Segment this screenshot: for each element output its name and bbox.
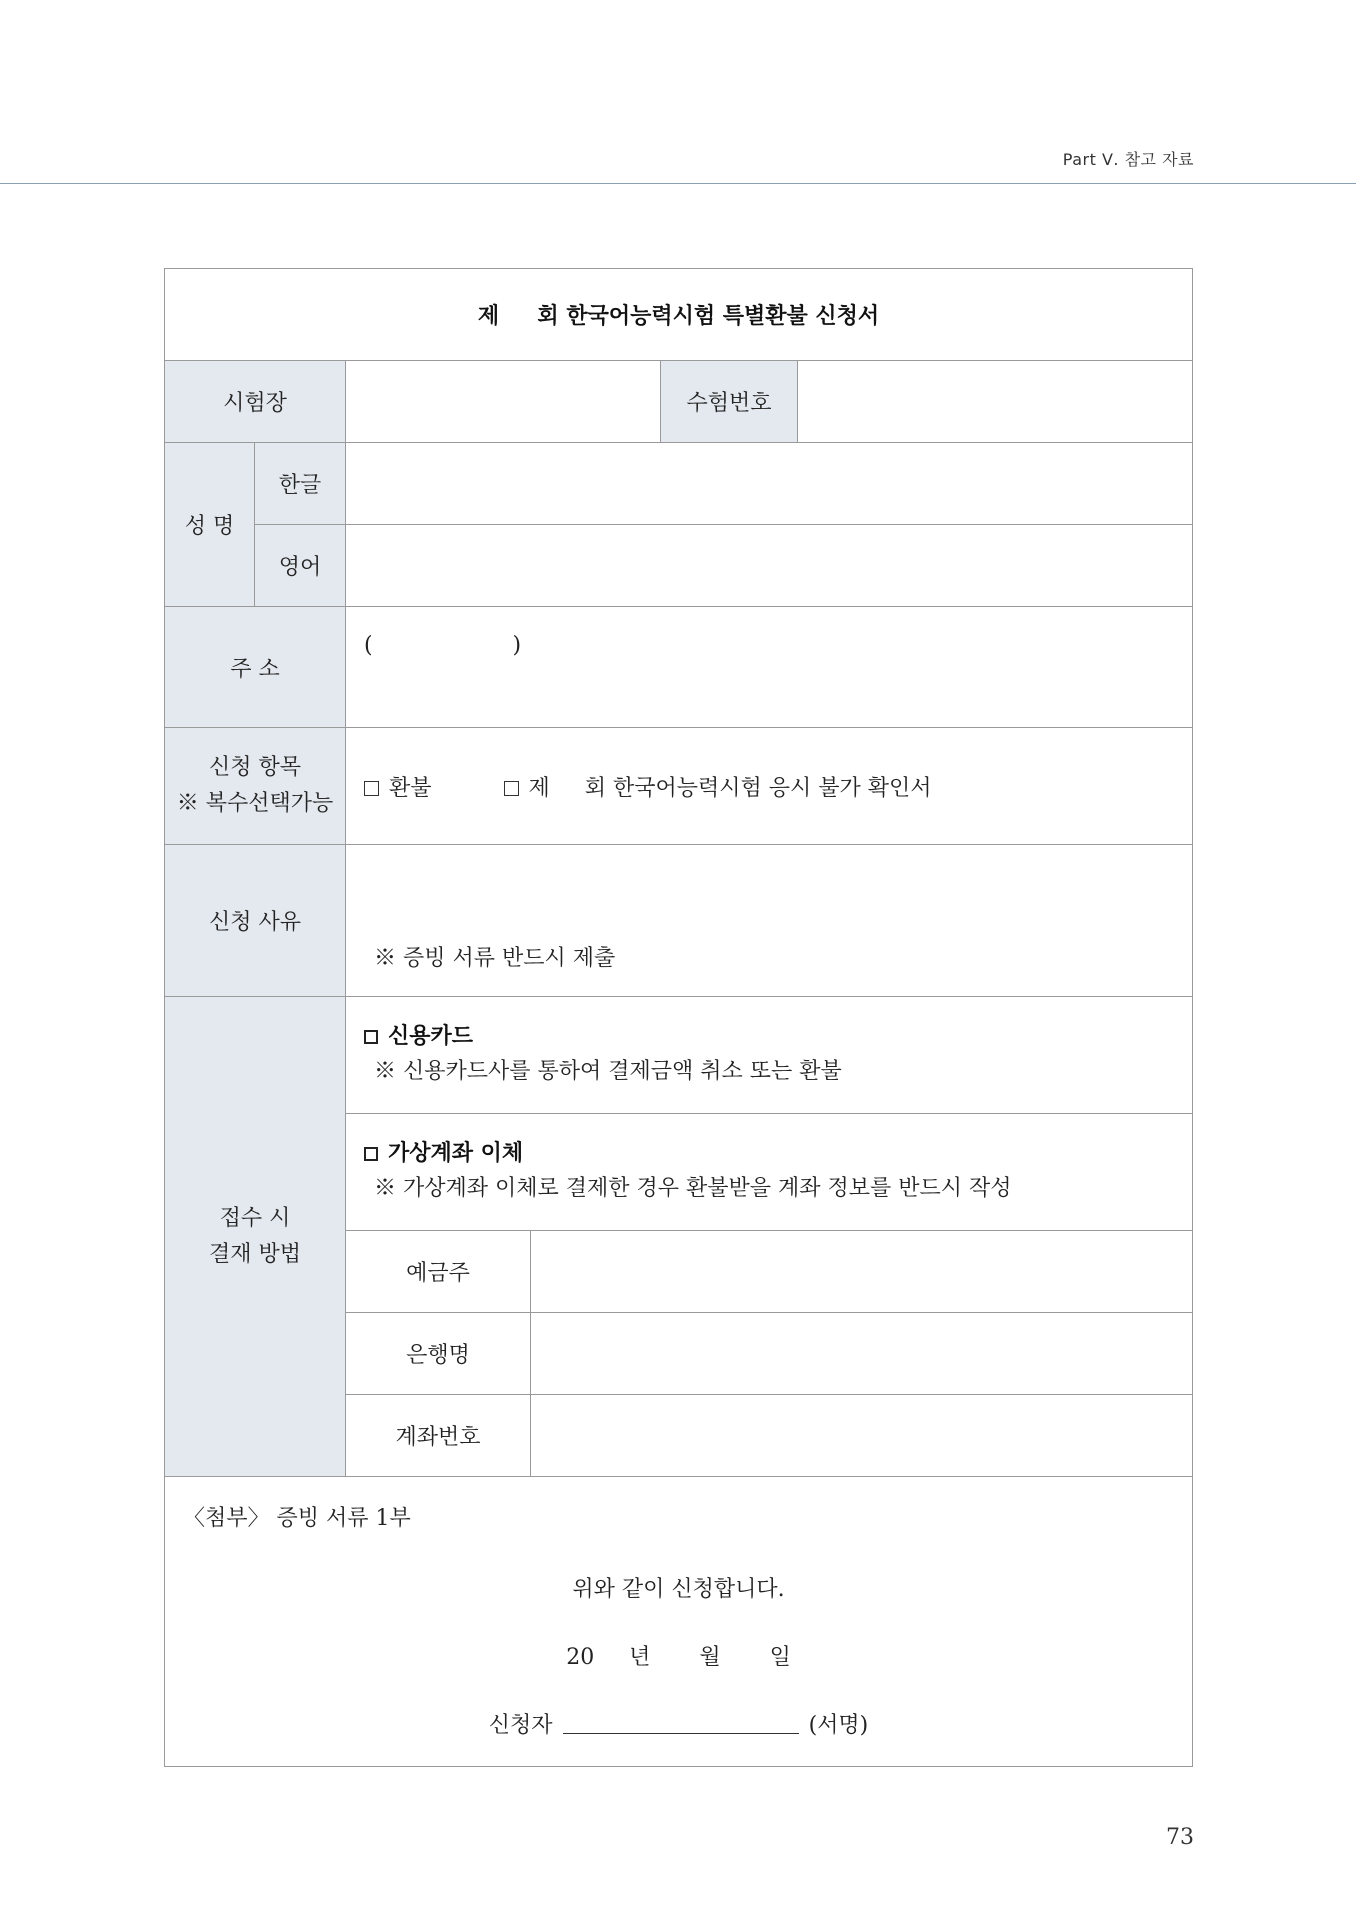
virtual-account-note: ※ 가상계좌 이체로 결제한 경우 환불받을 계좌 정보를 반드시 작성	[374, 1176, 1012, 1201]
request-items-label-line2: ※ 복수선택가능	[176, 791, 334, 816]
confirmation-statement: 위와 같이 신청합니다.	[572, 1577, 785, 1602]
request-items-label-line1: 신청 항목	[208, 755, 301, 780]
applicant-label: 신청자	[488, 1713, 553, 1738]
account-holder-label: 예금주	[346, 1231, 531, 1313]
page-number: 73	[1166, 1825, 1194, 1850]
account-holder-field[interactable]	[531, 1231, 1193, 1313]
credit-card-note: ※ 신용카드사를 통하여 결제금액 취소 또는 환불	[374, 1059, 842, 1084]
request-items-label	[165, 728, 346, 845]
payment-method-label	[165, 997, 346, 1477]
payment-method-label-line2: 결재 방법	[208, 1241, 301, 1267]
request-items-options	[346, 728, 1193, 845]
refund-option[interactable]	[364, 771, 432, 802]
signature-blank[interactable]	[563, 1713, 799, 1734]
form-footer	[165, 1477, 1193, 1767]
payment-method-label-line1: 접수 시	[219, 1205, 291, 1231]
confirmation-option-label: 제 회 한국어능력시험 응시 불가 확인서	[528, 775, 932, 801]
refund-option-label: 환불	[389, 775, 432, 801]
checkbox-icon[interactable]	[504, 781, 519, 796]
korean-name-field[interactable]	[346, 443, 1193, 525]
reason-evidence-note: ※ 증빙 서류 반드시 제출	[374, 946, 616, 971]
confirmation-option[interactable]	[504, 771, 932, 802]
application-date[interactable]: 20 년 월 일	[566, 1645, 791, 1670]
signature-label: (서명)	[808, 1713, 869, 1738]
checkbox-icon[interactable]	[364, 781, 379, 796]
bank-name-label: 은행명	[346, 1313, 531, 1395]
form-title: 제 회 한국어능력시험 특별환불 신청서	[165, 269, 1193, 361]
korean-name-label: 한글	[255, 443, 346, 525]
credit-card-title: 신용카드	[388, 1024, 474, 1049]
header-divider	[0, 183, 1356, 184]
credit-card-option[interactable]	[346, 997, 1193, 1114]
account-number-field[interactable]	[531, 1395, 1193, 1477]
bank-name-field[interactable]	[531, 1313, 1193, 1395]
refund-application-form	[164, 268, 1193, 1767]
exam-venue-field[interactable]	[346, 361, 661, 443]
virtual-account-title: 가상계좌 이체	[388, 1141, 524, 1166]
exam-venue-label: 시험장	[165, 361, 346, 443]
account-number-label: 계좌번호	[346, 1395, 531, 1477]
address-field[interactable]: ( )	[346, 607, 1193, 728]
english-name-label: 영어	[255, 525, 346, 607]
attachment-note: 〈첨부〉 증빙 서류 1부	[183, 1506, 411, 1531]
checkbox-icon[interactable]	[364, 1030, 378, 1044]
name-label: 성 명	[165, 443, 255, 607]
section-header: Part Ⅴ. 참고 자료	[1062, 150, 1194, 169]
virtual-account-option[interactable]	[346, 1114, 1193, 1231]
exam-number-field[interactable]	[798, 361, 1193, 443]
request-reason-label: 신청 사유	[165, 845, 346, 997]
english-name-field[interactable]	[346, 525, 1193, 607]
request-reason-field[interactable]	[346, 845, 1193, 997]
checkbox-icon[interactable]	[364, 1147, 378, 1161]
exam-number-label: 수험번호	[661, 361, 798, 443]
applicant-signature-line	[165, 1708, 1192, 1739]
address-label: 주 소	[165, 607, 346, 728]
